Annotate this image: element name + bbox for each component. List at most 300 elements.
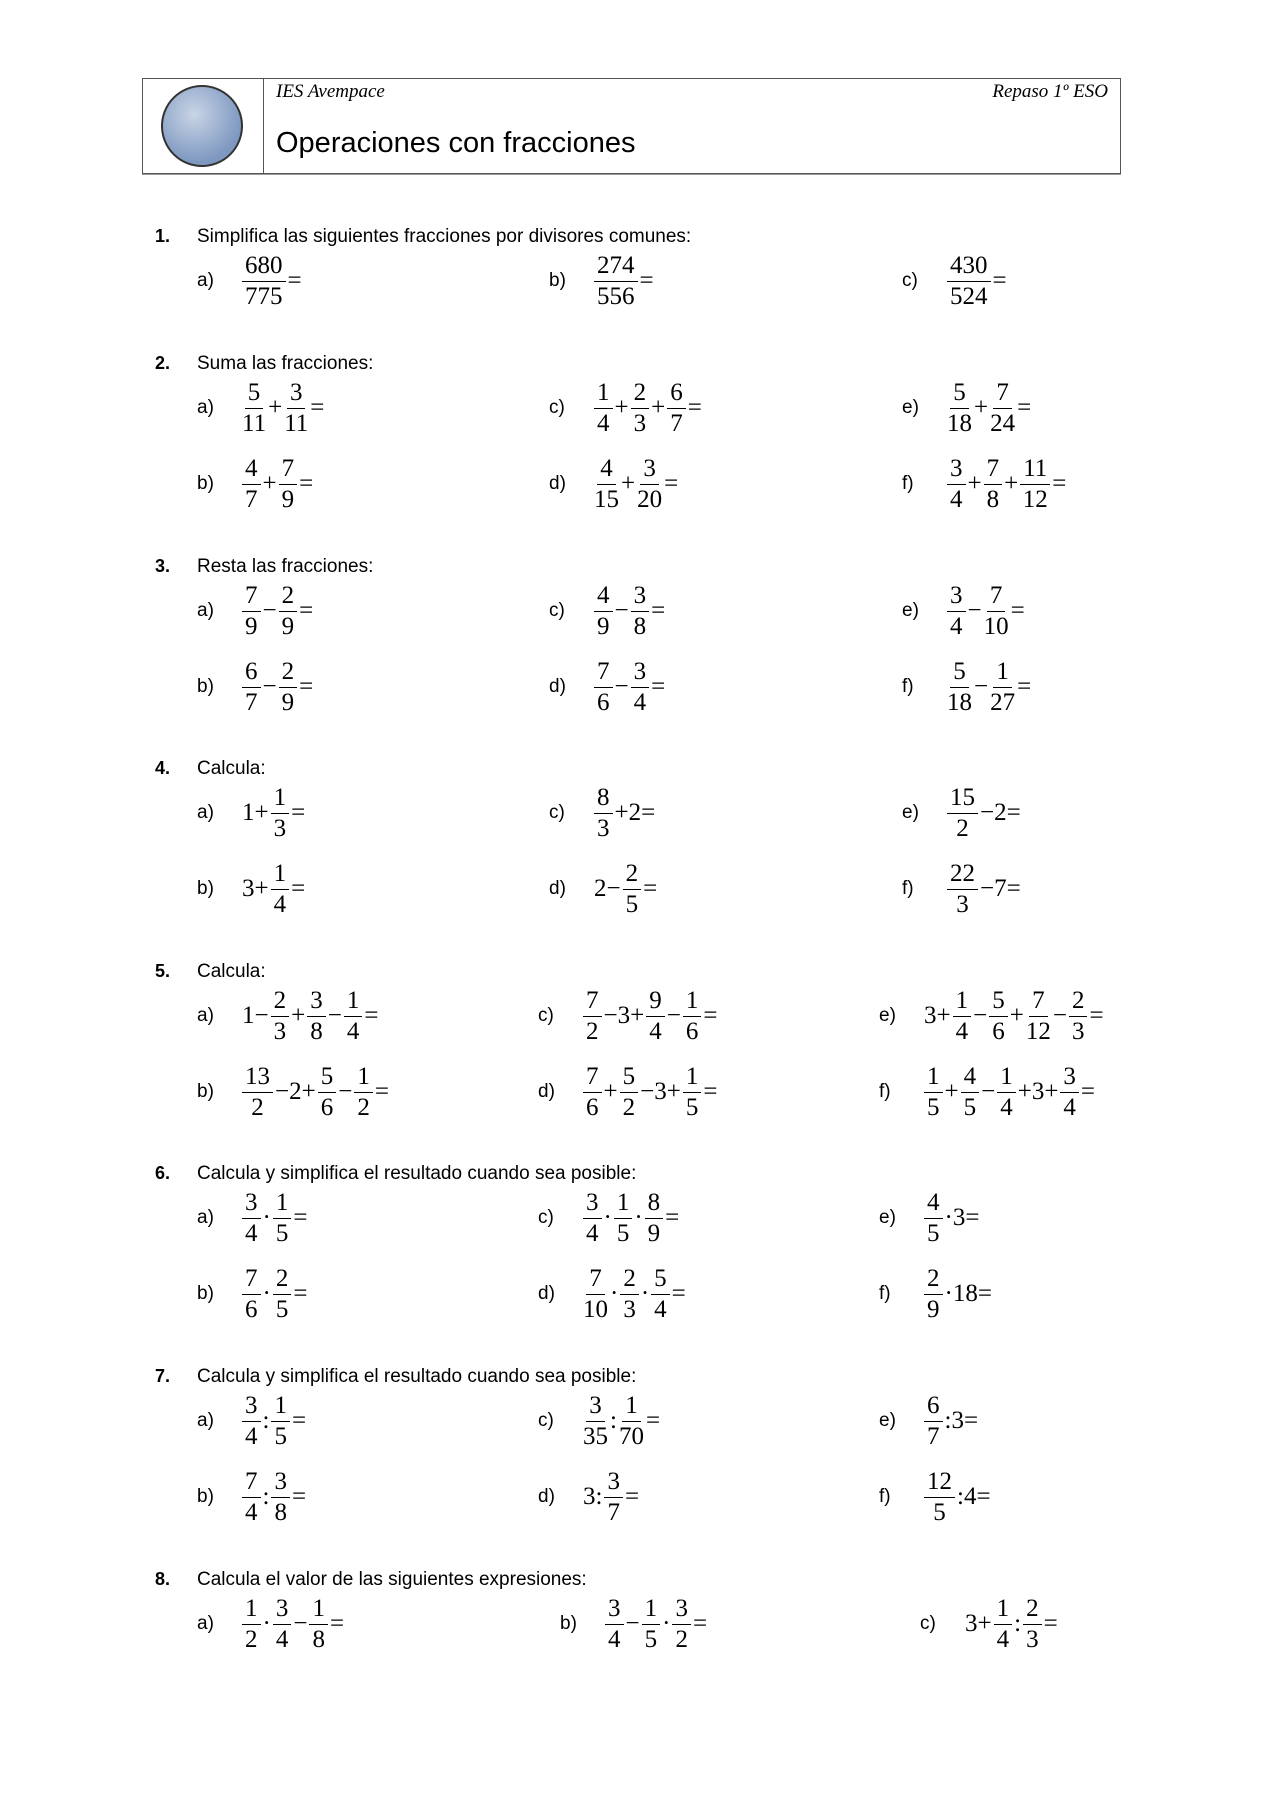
exercise-number: 3.: [155, 556, 171, 576]
denominator: 4: [597, 409, 610, 437]
fraction: [604, 1467, 623, 1528]
course-name: Repaso 1º ESO: [992, 81, 1108, 102]
denominator: 2: [357, 1093, 370, 1121]
fraction: [242, 454, 261, 515]
operator: =: [703, 1078, 718, 1105]
numerator: 2: [631, 378, 650, 409]
numerator: 7: [984, 454, 1003, 485]
operator: +: [603, 1078, 618, 1105]
exercise-item: [549, 449, 679, 519]
operator: ·: [610, 1280, 619, 1307]
fraction: [924, 1264, 943, 1325]
item-label: b): [560, 1613, 577, 1634]
fraction: [631, 581, 650, 642]
numerator: 4: [597, 454, 616, 485]
fraction: [1026, 986, 1051, 1047]
numerator: 2: [1023, 1594, 1042, 1625]
operator: =: [651, 673, 666, 700]
fraction: [961, 1062, 980, 1123]
math-expression: [946, 783, 1022, 844]
exercise-item: [197, 652, 314, 722]
operator: +3+: [1017, 1078, 1059, 1105]
numerator: 7: [987, 581, 1006, 612]
denominator: 5: [933, 1498, 946, 1526]
denominator: 3: [956, 890, 969, 918]
operator: −2=: [980, 799, 1021, 826]
numerator: 1: [622, 1391, 641, 1422]
numerator: 7: [993, 378, 1012, 409]
operator: −3+: [640, 1078, 681, 1105]
exercise-number: 7.: [155, 1366, 171, 1386]
math-expression: [593, 783, 656, 844]
denominator: 3: [1071, 1017, 1085, 1045]
denominator: 20: [637, 485, 663, 513]
math-expression: [923, 1264, 993, 1325]
operator: −3+: [603, 1002, 645, 1029]
fraction: [619, 1391, 644, 1452]
math-expression: [582, 1264, 687, 1325]
item-label: c): [549, 802, 565, 823]
denominator: 4: [245, 1498, 258, 1526]
numerator: 2: [620, 1264, 639, 1295]
numerator: 8: [645, 1188, 664, 1219]
operator: =: [310, 394, 325, 421]
operator: +: [1004, 470, 1019, 497]
math-expression: [593, 581, 666, 642]
operator: −: [1052, 1002, 1067, 1029]
operator: +: [944, 1078, 959, 1105]
numerator: 1: [993, 657, 1012, 688]
denominator: 5: [625, 890, 639, 918]
exercise-item: [879, 1462, 992, 1532]
operator: −: [625, 1610, 640, 1637]
numerator: 13: [242, 1062, 273, 1093]
item-label: a): [197, 270, 214, 291]
exercise-item: [879, 1259, 993, 1329]
numerator: 3: [947, 454, 966, 485]
numerator: 3: [604, 1467, 623, 1498]
item-label: f): [902, 878, 914, 899]
denominator: 6: [245, 1295, 258, 1323]
exercise-item: [538, 1057, 718, 1127]
item-label: c): [902, 270, 918, 291]
item-label: a): [197, 600, 214, 621]
item-label: c): [538, 1005, 554, 1026]
numerator: 1: [354, 1062, 373, 1093]
logo-cell: [143, 79, 264, 173]
exercise-statement: Calcula el valor de las siguientes expresiones:: [197, 1569, 587, 1590]
numerator: 22: [947, 859, 978, 890]
denominator: 4: [608, 1625, 621, 1653]
item-label: c): [920, 1613, 936, 1634]
fraction: [273, 1594, 292, 1655]
operator: =: [687, 394, 702, 421]
operator: −: [614, 673, 629, 700]
item-label: b): [197, 473, 214, 494]
operator: :: [1014, 1610, 1022, 1637]
denominator: 2: [622, 1093, 636, 1121]
denominator: 3: [273, 814, 287, 842]
operator: =: [639, 267, 654, 294]
math-expression: [923, 1062, 1096, 1123]
denominator: 4: [1000, 1093, 1013, 1121]
exercise-item: [902, 854, 1022, 924]
denominator: 6: [992, 1017, 1005, 1045]
numerator: 3: [242, 1188, 261, 1219]
exercise-item: [902, 778, 1022, 848]
numerator: 1: [271, 859, 290, 890]
operator: :3=: [944, 1407, 979, 1434]
denominator: 556: [597, 282, 635, 310]
fraction: [947, 783, 978, 844]
numerator: 9: [646, 986, 665, 1017]
numerator: 2: [1069, 986, 1088, 1017]
item-label: b): [197, 878, 214, 899]
denominator: 9: [647, 1219, 661, 1247]
denominator: 24: [990, 409, 1016, 437]
fraction: [307, 986, 326, 1047]
exercise-item: [902, 246, 1008, 316]
fraction: [683, 986, 702, 1047]
exercise-item: [902, 373, 1032, 443]
exercise-item: [197, 981, 379, 1051]
exercise-item: [538, 1183, 680, 1253]
fraction: [953, 986, 972, 1047]
exercise-statement: Resta las fracciones:: [197, 556, 374, 577]
math-expression: [582, 1467, 640, 1528]
operator: =: [299, 597, 314, 624]
exercise-item: [197, 1259, 308, 1329]
denominator: 4: [1063, 1093, 1076, 1121]
denominator: 9: [281, 688, 295, 716]
fraction: [1023, 1594, 1042, 1655]
denominator: 8: [633, 612, 647, 640]
operator: −: [262, 673, 277, 700]
operator: =: [291, 1483, 307, 1510]
denominator: 10: [583, 1295, 608, 1323]
operator: ·: [662, 1610, 671, 1637]
item-label: f): [879, 1081, 891, 1102]
item-label: b): [549, 270, 566, 291]
fraction: [924, 1188, 943, 1249]
exercise-item: [920, 1589, 1059, 1659]
exercise-item: [197, 246, 303, 316]
operator: −: [293, 1610, 308, 1637]
numerator: 1: [683, 1062, 702, 1093]
operator: :: [610, 1407, 617, 1434]
operator: ·: [640, 1280, 650, 1307]
denominator: 9: [597, 612, 610, 640]
item-label: e): [902, 802, 919, 823]
fraction: [271, 1467, 290, 1528]
fraction: [623, 859, 642, 920]
denominator: 2: [956, 814, 969, 842]
fraction: [242, 251, 286, 312]
numerator: 2: [623, 859, 642, 890]
fraction: [271, 859, 290, 920]
math-expression: [241, 783, 306, 844]
operator: +: [621, 470, 636, 497]
numerator: 4: [242, 454, 261, 485]
fraction: [273, 1188, 292, 1249]
item-label: f): [902, 473, 914, 494]
fraction: [583, 1062, 602, 1123]
fraction: [984, 454, 1003, 515]
denominator: 5: [275, 1295, 289, 1323]
item-label: a): [197, 1005, 214, 1026]
fraction: [271, 1391, 290, 1452]
numerator: 1: [594, 378, 613, 409]
numerator: 3: [287, 378, 306, 409]
operator: −2+: [275, 1078, 316, 1105]
item-label: a): [197, 1613, 214, 1634]
denominator: 4: [633, 688, 647, 716]
numerator: 6: [924, 1391, 943, 1422]
math-expression: [593, 657, 666, 718]
exercise-item: [197, 1462, 307, 1532]
operator: 3:: [583, 1483, 603, 1510]
operator: =: [992, 267, 1007, 294]
fraction: [672, 1594, 691, 1655]
math-expression: [946, 251, 1008, 312]
exercise-item: [549, 778, 656, 848]
operator: =: [643, 875, 658, 902]
operator: =: [329, 1610, 345, 1637]
exercise-item: [538, 1259, 687, 1329]
denominator: 5: [963, 1093, 977, 1121]
math-expression: [946, 454, 1067, 515]
exercise-item: [879, 981, 1105, 1051]
math-expression: [582, 1391, 661, 1452]
exercise-item: [549, 854, 658, 924]
denominator: 5: [275, 1219, 289, 1247]
exercise-item: [549, 373, 703, 443]
denominator: 4: [245, 1422, 258, 1450]
exercise-item: [549, 246, 655, 316]
denominator: 4: [245, 1219, 258, 1247]
numerator: 3: [583, 1188, 602, 1219]
operator: −: [974, 673, 989, 700]
fraction: [990, 378, 1015, 439]
item-label: d): [549, 878, 566, 899]
math-expression: [593, 454, 679, 515]
denominator: 524: [950, 282, 988, 310]
operator: +: [974, 394, 989, 421]
operator: =: [665, 1204, 680, 1231]
numerator: 1: [309, 1594, 328, 1625]
fraction: [242, 657, 261, 718]
fraction: [271, 783, 290, 844]
operator: =: [692, 1610, 708, 1637]
math-expression: [241, 859, 306, 920]
operator: ·18=: [944, 1280, 992, 1307]
numerator: 8: [594, 783, 613, 814]
exercise-statement: Calcula y simplifica el resultado cuando sea posible:: [197, 1163, 637, 1184]
exercise-item: [902, 652, 1032, 722]
denominator: 3: [633, 409, 647, 437]
operator: =: [1017, 673, 1032, 700]
fraction: [651, 1264, 670, 1325]
exercise-item: [902, 449, 1067, 519]
numerator: 2: [271, 986, 290, 1017]
item-label: d): [538, 1283, 555, 1304]
math-expression: [241, 1264, 308, 1325]
fraction: [605, 1594, 624, 1655]
operator: −: [338, 1078, 353, 1105]
exercise-statement: Calcula:: [197, 961, 266, 982]
item-label: d): [549, 473, 566, 494]
numerator: 3: [672, 1594, 691, 1625]
denominator: 6: [685, 1017, 699, 1045]
denominator: 4: [649, 1017, 662, 1045]
fraction: [594, 581, 613, 642]
operator: +: [1009, 1002, 1024, 1029]
item-label: e): [879, 1207, 896, 1228]
exercise-item: [902, 576, 1026, 646]
fraction: [947, 378, 972, 439]
exercise-item: [197, 1386, 307, 1456]
denominator: 5: [927, 1093, 940, 1121]
fraction: [242, 1391, 261, 1452]
fraction: [242, 378, 266, 439]
operator: :4=: [957, 1483, 991, 1510]
math-expression: [582, 986, 718, 1047]
exercise-number: 1.: [155, 226, 171, 246]
fraction: [947, 581, 966, 642]
denominator: 10: [983, 612, 1009, 640]
numerator: 15: [947, 783, 978, 814]
operator: +: [614, 394, 629, 421]
item-label: b): [197, 1081, 214, 1102]
numerator: 1: [683, 986, 702, 1017]
fraction: [273, 1264, 292, 1325]
operator: +: [262, 470, 277, 497]
operator: =: [291, 875, 306, 902]
fraction: [1060, 1062, 1079, 1123]
fraction: [284, 378, 308, 439]
operator: ·: [262, 1204, 271, 1231]
math-expression: [946, 378, 1032, 439]
fraction: [994, 1594, 1013, 1655]
operator: ·: [262, 1610, 271, 1637]
operator: −: [327, 1002, 342, 1029]
numerator: 3: [273, 1594, 292, 1625]
denominator: 4: [654, 1295, 667, 1323]
math-expression: [241, 657, 314, 718]
math-expression: [241, 454, 314, 515]
operator: 3+: [242, 875, 269, 902]
numerator: 5: [245, 378, 264, 409]
exercise-number: 2.: [155, 353, 171, 373]
numerator: 1: [642, 1594, 661, 1625]
numerator: 3: [631, 657, 650, 688]
denominator: 3: [273, 1017, 287, 1045]
denominator: 8: [986, 485, 1000, 513]
numerator: 7: [1029, 986, 1048, 1017]
numerator: 680: [242, 251, 286, 282]
denominator: 18: [947, 688, 972, 716]
numerator: 12: [924, 1467, 955, 1498]
operator: :: [262, 1407, 270, 1434]
denominator: 12: [1022, 485, 1048, 513]
denominator: 4: [346, 1017, 360, 1045]
fraction: [924, 1467, 955, 1528]
numerator: 1: [344, 986, 363, 1017]
numerator: 7: [242, 1467, 261, 1498]
numerator: 5: [950, 378, 969, 409]
denominator: 8: [274, 1498, 287, 1526]
exercise-item: [197, 1057, 390, 1127]
numerator: 4: [594, 581, 613, 612]
fraction: [646, 986, 665, 1047]
exercise-statement: Simplifica las siguientes fracciones por divisores comunes:: [197, 226, 692, 247]
denominator: 4: [273, 890, 287, 918]
operator: =: [299, 673, 314, 700]
numerator: 3: [605, 1594, 624, 1625]
operator: +: [268, 394, 283, 421]
fraction: [620, 1062, 639, 1123]
fraction: [614, 1188, 633, 1249]
operator: =: [293, 1280, 308, 1307]
fraction: [583, 986, 602, 1047]
numerator: 274: [594, 251, 638, 282]
operator: −: [981, 1078, 996, 1105]
denominator: 27: [990, 688, 1016, 716]
page-title: Operaciones con fracciones: [276, 127, 636, 159]
fraction: [242, 1264, 261, 1325]
fraction: [583, 1391, 608, 1452]
operator: −: [614, 597, 629, 624]
operator: 1−: [242, 1002, 269, 1029]
math-expression: [593, 378, 703, 439]
fraction: [583, 1188, 602, 1249]
math-expression: [923, 1188, 980, 1249]
operator: =: [1052, 470, 1067, 497]
denominator: 775: [245, 282, 283, 310]
math-expression: [241, 986, 379, 1047]
denominator: 2: [245, 1625, 258, 1653]
operator: +: [967, 470, 982, 497]
exercise-item: [197, 1183, 308, 1253]
operator: ·: [634, 1204, 643, 1231]
item-label: c): [538, 1207, 554, 1228]
item-label: a): [197, 397, 214, 418]
numerator: 5: [318, 1062, 337, 1093]
operator: =: [703, 1002, 718, 1029]
denominator: 4: [275, 1625, 289, 1653]
numerator: 1: [997, 1062, 1016, 1093]
operator: ·: [262, 1280, 271, 1307]
math-expression: [923, 1467, 992, 1528]
item-label: e): [879, 1005, 896, 1026]
denominator: 3: [1026, 1625, 1039, 1653]
fraction: [594, 378, 613, 439]
item-label: a): [197, 802, 214, 823]
operator: 2−: [594, 875, 621, 902]
exercise-number: 8.: [155, 1569, 171, 1589]
exercise-number: 6.: [155, 1163, 171, 1183]
math-expression: [241, 1062, 390, 1123]
denominator: 7: [670, 409, 683, 437]
item-label: b): [197, 1283, 214, 1304]
numerator: 3: [242, 1391, 261, 1422]
item-label: a): [197, 1207, 214, 1228]
denominator: 35: [583, 1422, 608, 1450]
numerator: 7: [279, 454, 298, 485]
numerator: 11: [1020, 454, 1050, 485]
denominator: 6: [586, 1093, 599, 1121]
exercise-item: [879, 1183, 980, 1253]
